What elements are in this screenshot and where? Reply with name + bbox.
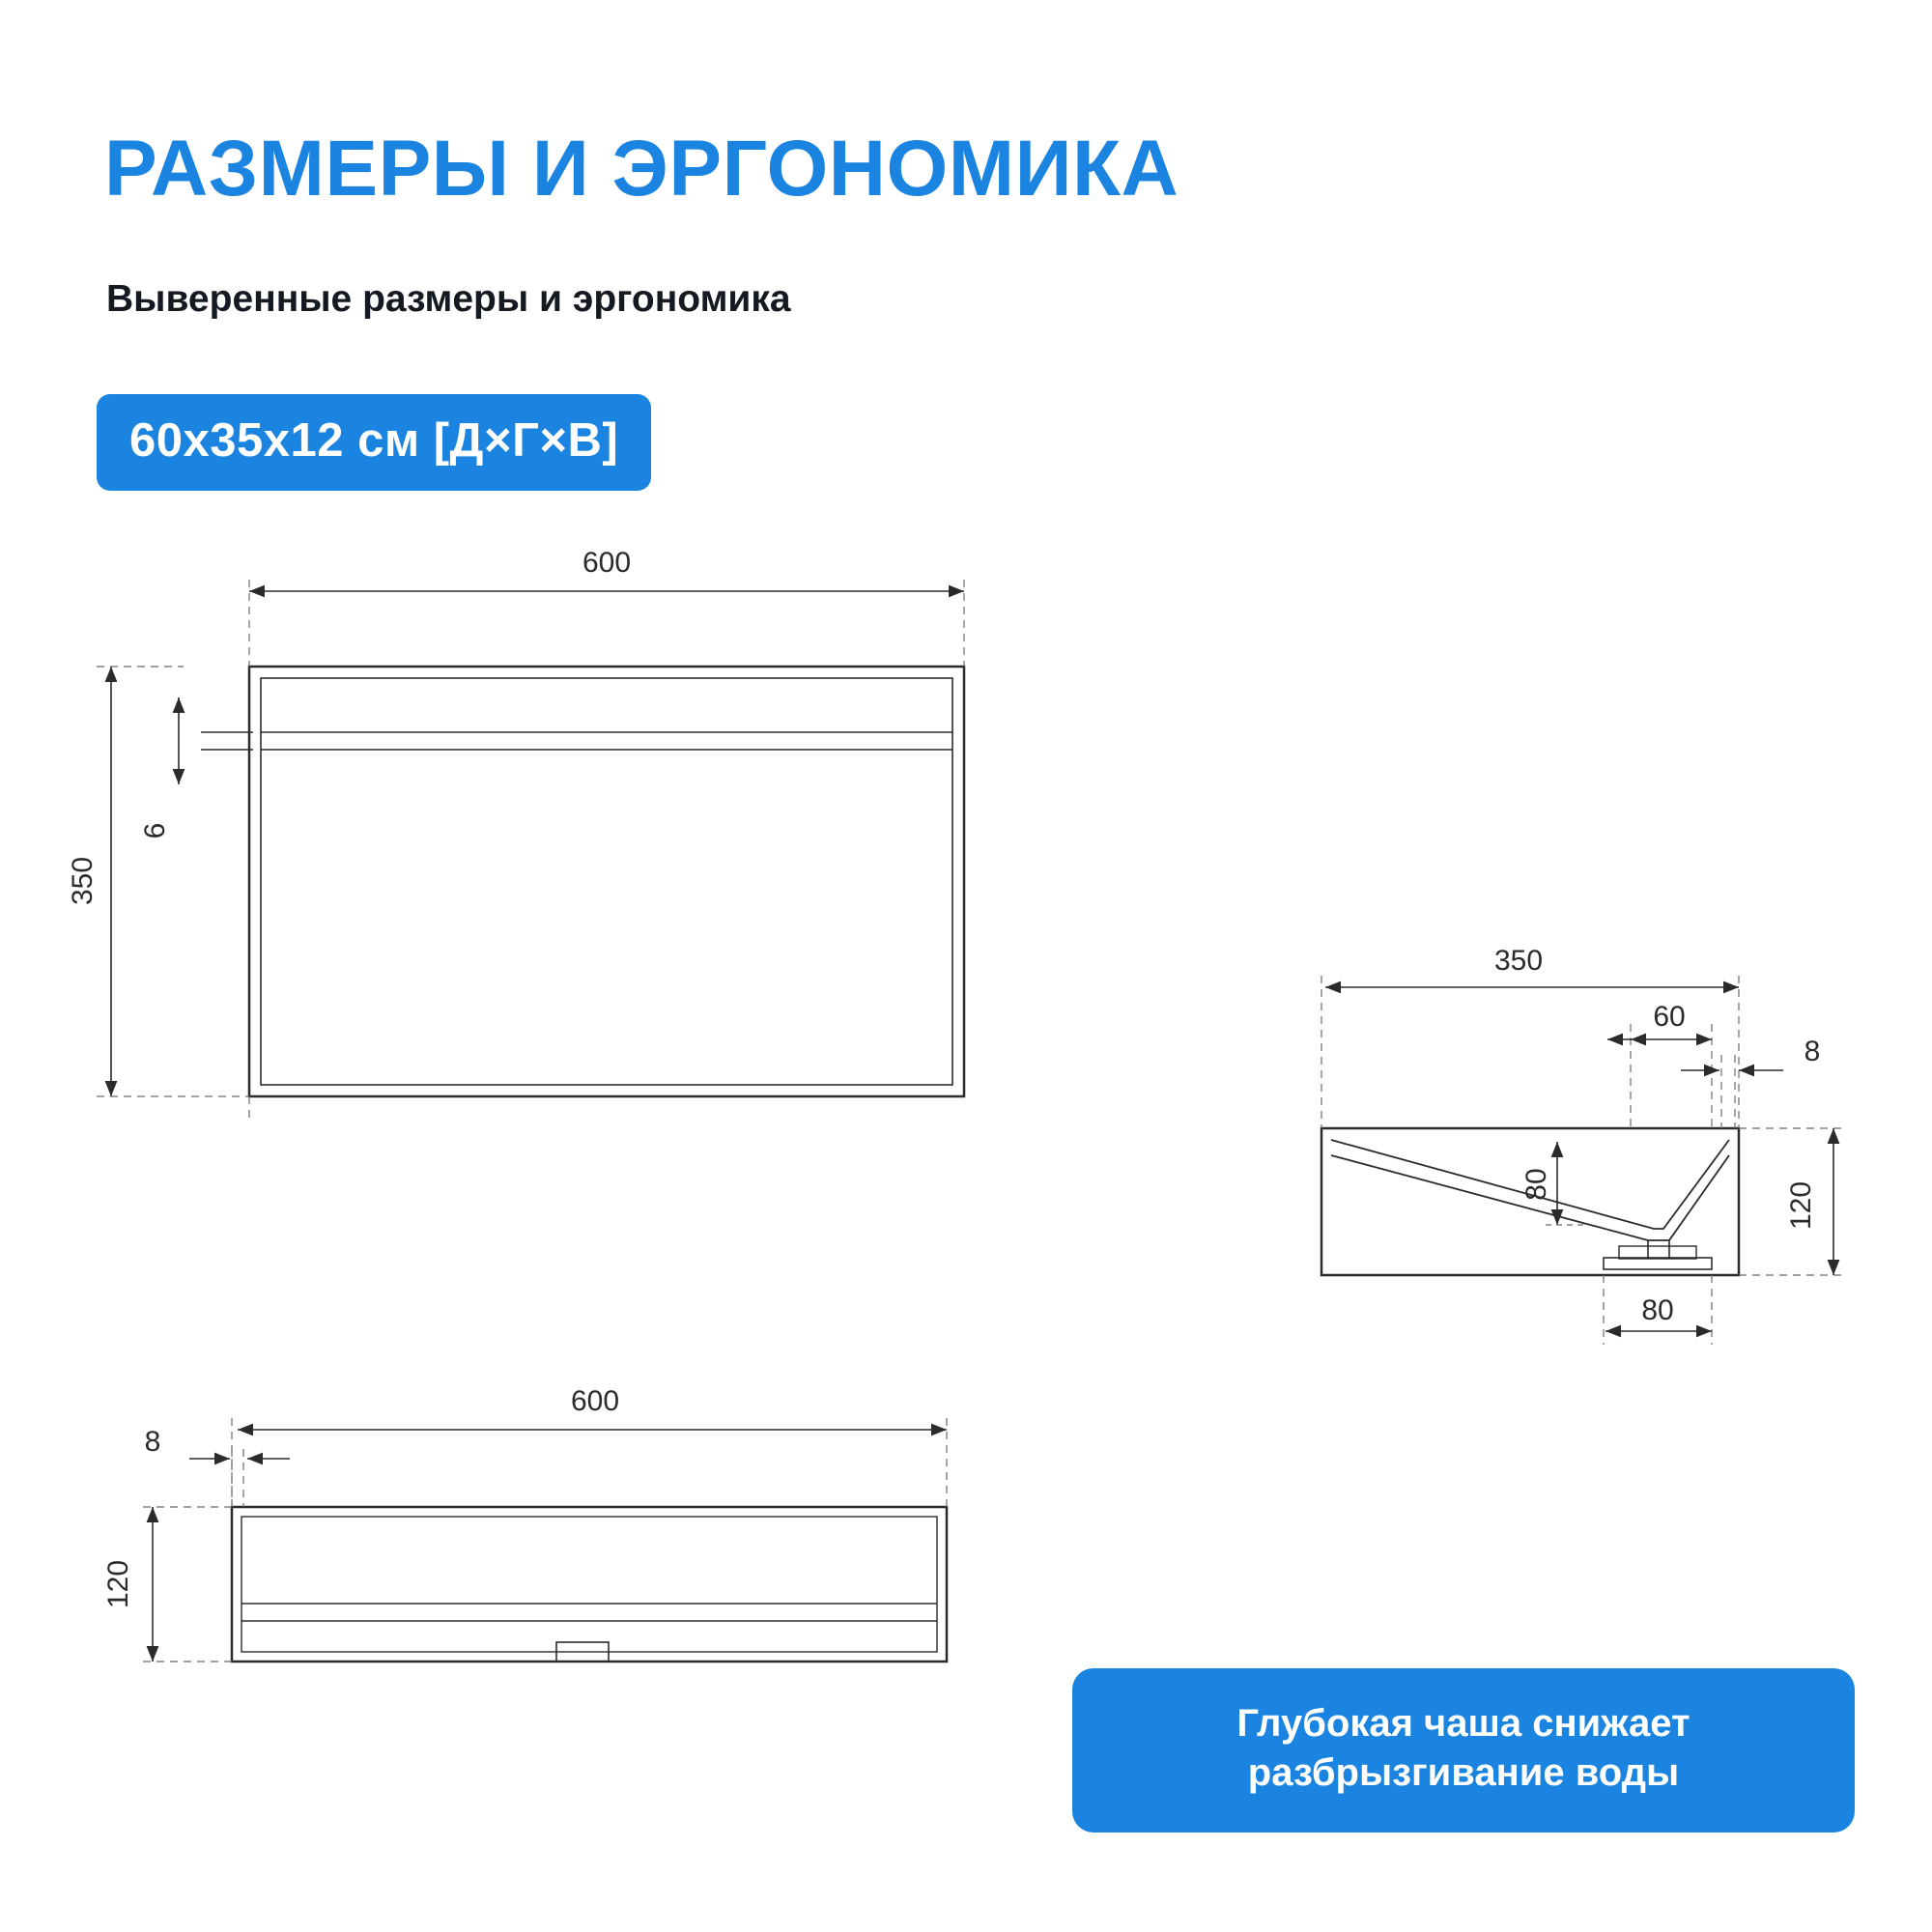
dim-top-depth: 350 [67,856,99,906]
dim-side-drain-width: 80 [1641,1294,1674,1326]
dim-top-slot: 6 [139,822,171,839]
dim-front-width: 600 [570,1385,620,1417]
front-view-drawing [102,1385,947,1662]
dim-side-inner-depth: 80 [1520,1168,1552,1201]
side-view-drawing [1321,945,1847,1345]
page-subtitle: Выверенные размеры и эргономика [106,278,791,320]
callout-line-1: Глубокая чаша снижает [1236,1702,1690,1745]
page-title: РАЗМЕРЫ И ЭРГОНОМИКА [104,125,1179,213]
dim-side-height: 120 [1785,1180,1817,1231]
callout-banner [1072,1668,1855,1833]
callout-line-2: разбрызгивание воды [1247,1751,1680,1795]
dim-side-depth: 350 [1493,945,1544,977]
size-badge: 60x35x12 см [Д×Г×В] [97,394,651,491]
dim-top-width: 600 [582,547,632,579]
top-view-drawing [67,547,964,1121]
dim-side-drain-offset: 60 [1653,1001,1686,1033]
dim-front-height: 120 [102,1559,134,1609]
dim-side-wall: 8 [1804,1036,1821,1067]
dim-front-wall: 8 [144,1426,161,1458]
